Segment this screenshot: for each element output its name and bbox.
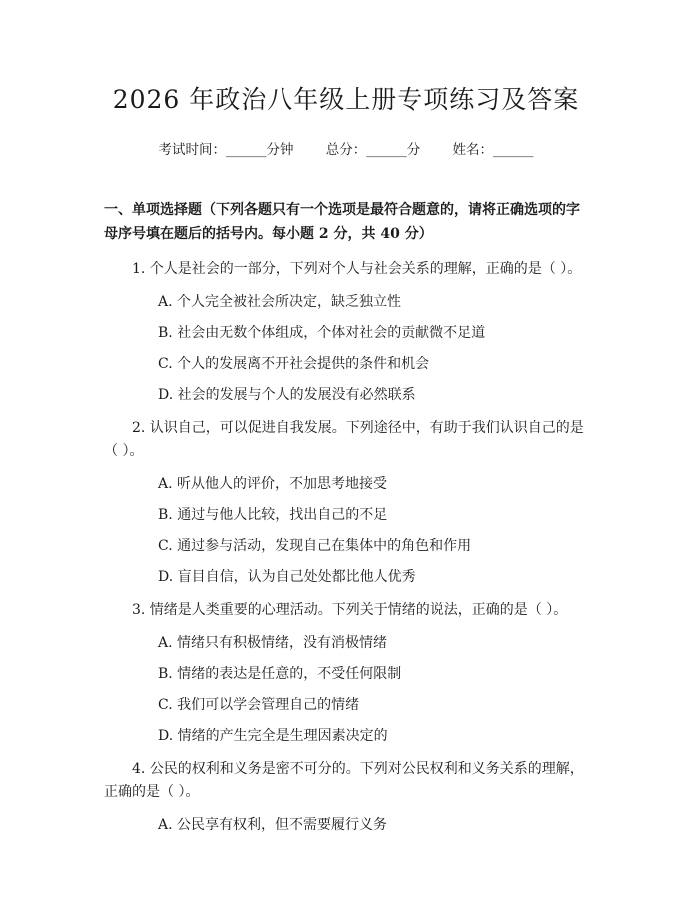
question-4-options [104,815,588,835]
question-2: 2. 认识自己，可以促进自我发展。下列途径中，有助于我们认识自己的是（ ）。 [104,420,584,459]
question-4: 4. 公民的权利和义务是密不可分的。下列对公民权利和义务关系的理解，正确的是（ ）。 [104,761,584,800]
question-1-options [104,292,588,405]
question-3-options [104,633,588,746]
option: C. 个人的发展离不开社会提供的条件和机会 [158,356,430,372]
exam-info [104,138,588,158]
option: C. 通过参与活动，发现自己在集体中的角色和作用 [158,538,472,554]
option: D. 盲目自信，认为自己处处都比他人优秀 [158,569,416,585]
question-3: 3. 情绪是人类重要的心理活动。下列关于情绪的说法，正确的是（ ）。 [132,602,568,618]
option: D. 情绪的产生完全是生理因素决定的 [158,728,388,744]
option: A. 听从他人的评价，不加思考地接受 [158,476,388,492]
page-title: 2026 年政治八年级上册专项练习及答案 [112,85,580,114]
option: D. 社会的发展与个人的发展没有必然联系 [158,387,416,403]
exam-time: 考试时间：______分钟 [158,142,294,158]
option: B. 情绪的表达是任意的，不受任何限制 [158,666,402,682]
option: A. 公民享有权利，但不需要履行义务 [158,817,388,833]
option: A. 个人完全被社会所决定，缺乏独立性 [158,294,402,310]
question-1: 1. 个人是社会的一部分，下列对个人与社会关系的理解，正确的是（ ）。 [132,261,582,277]
option: B. 通过与他人比较，找出自己的不足 [158,507,388,523]
option: C. 我们可以学会管理自己的情绪 [158,697,360,713]
exam-score: 总分：______分 [325,142,421,158]
option: A. 情绪只有积极情绪，没有消极情绪 [158,635,388,651]
section-heading: 一、单项选择题（下列各题只有一个选项是最符合题意的，请将正确选项的字母序号填在题后的括号内。每小题 2 分，共 40 分） [104,202,580,242]
option: B. 社会由无数个体组成，个体对社会的贡献微不足道 [158,325,486,341]
question-2-options [104,474,588,587]
exam-name: 姓名：______ [452,142,534,158]
